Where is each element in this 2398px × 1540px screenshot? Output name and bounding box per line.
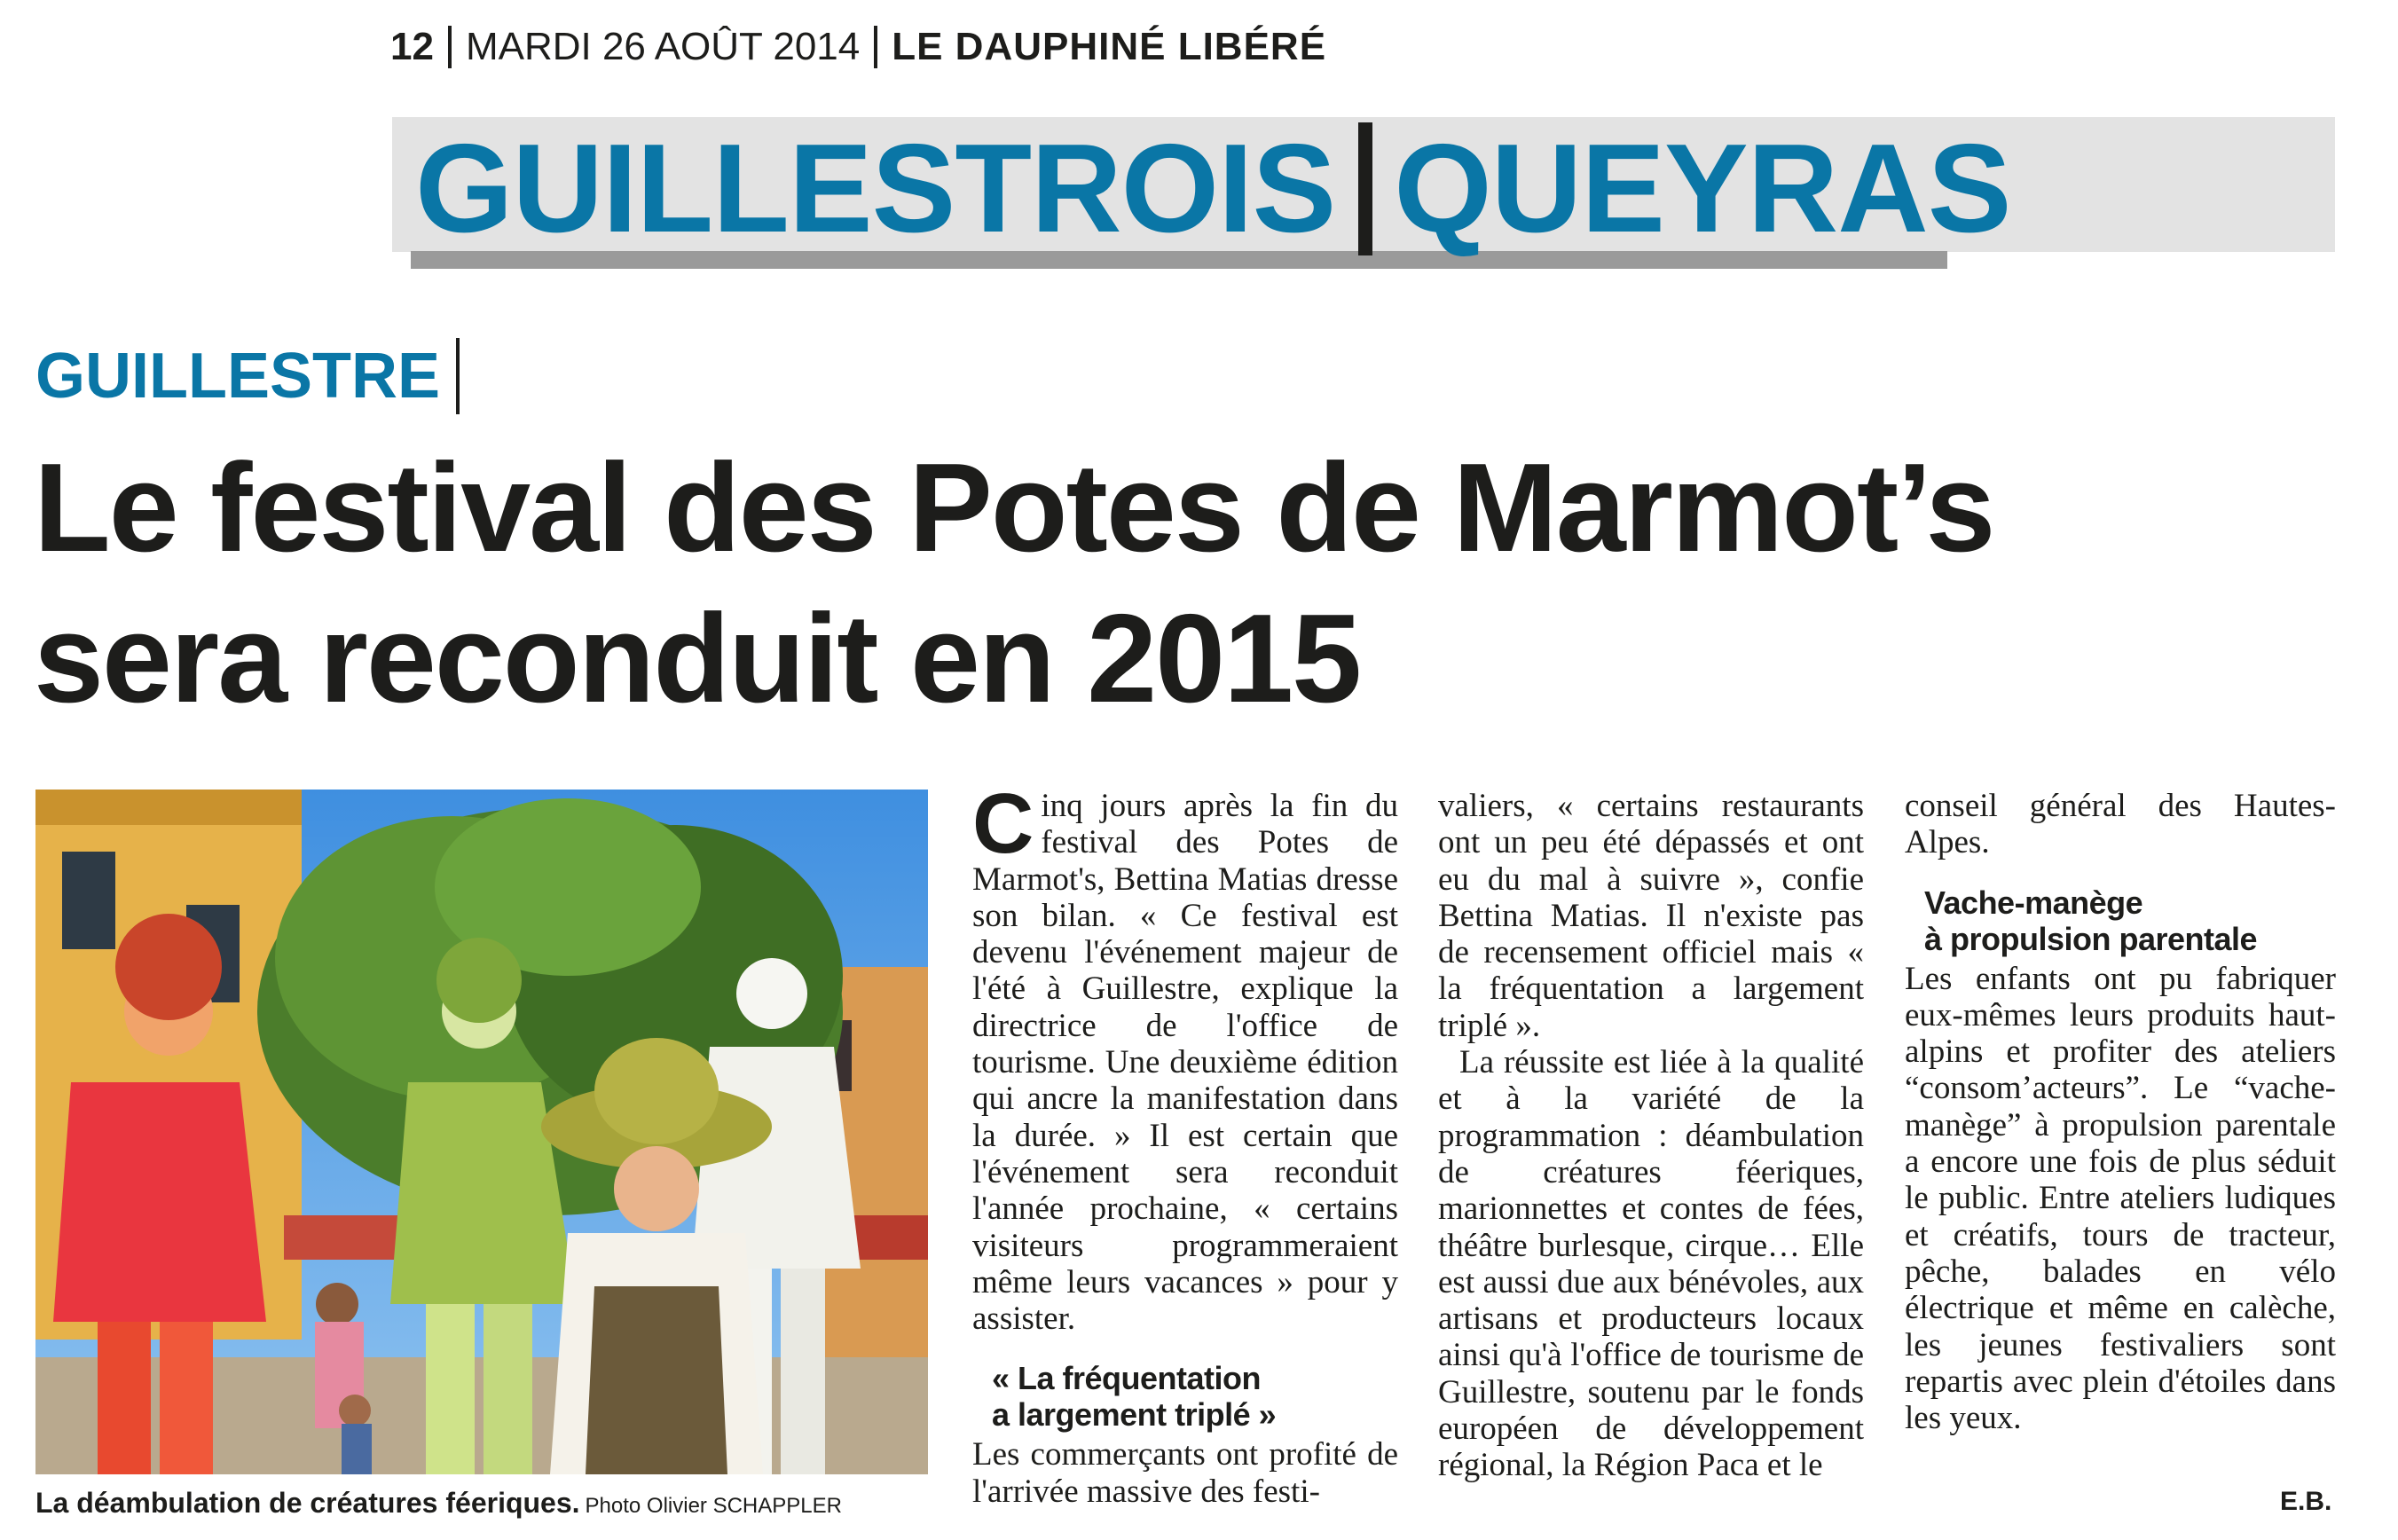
article-column-3 bbox=[1905, 788, 2336, 1436]
section-title-divider bbox=[1358, 122, 1372, 255]
headline-line-1: Le festival des Potes de Marmot’s bbox=[34, 437, 1994, 578]
article-column-2 bbox=[1438, 788, 1864, 1484]
subheading-2-line-1: Vache-manège bbox=[1924, 884, 2143, 921]
paragraph-3-continued: conseil général des Hautes-Alpes. bbox=[1905, 788, 2336, 861]
paragraph-2-start: Les commerçants ont profité de l'arrivée massive des festi- bbox=[972, 1436, 1398, 1510]
paragraph-2-continued: valiers, « certains restaurants ont un peu été dépassés et ont eu du mal à suivre », confie Bettina Matias. Il n'existe pas de recensement officiel mais « la fréquentation a largement triplé ». bbox=[1438, 788, 1864, 1044]
folio-line bbox=[390, 20, 1326, 75]
subheading-vache-manege bbox=[1924, 884, 2336, 957]
photo-caption bbox=[35, 1487, 842, 1526]
drop-cap: C bbox=[972, 776, 1034, 871]
newspaper-name: LE DAUPHINÉ LIBÉRÉ bbox=[892, 25, 1327, 68]
rubric-label: GUILLESTRE bbox=[35, 341, 441, 412]
section-title-left: GUILLESTROIS bbox=[415, 118, 1336, 259]
paragraph-4: Les enfants ont pu fabriquer eux-mêmes leurs produits haut-alpins et profiter des ateliers “consom’acteurs”. Le “vache-manège” à propulsion parentale a encore une fois de plus séduit le public. Entre ateliers ludiques et créatifs, tours de tracteur, pêche, balades en vélo électrique et même en calèche, les jeunes festivaliers sont repartis avec plein d'étoiles dans les yeux. bbox=[1905, 960, 2336, 1437]
rubric-divider bbox=[456, 338, 460, 414]
section-title bbox=[415, 114, 2011, 264]
subheading-2-line-2: à propulsion parentale bbox=[1924, 920, 2258, 957]
section-title-right: QUEYRAS bbox=[1394, 118, 2011, 259]
issue-date: MARDI 26 AOÛT 2014 bbox=[465, 25, 861, 68]
paragraph-1-text: inq jours après la fin du festival des Potes de Marmot's, Bettina Matias dresse son bilan. « Ce festival est devenu l'événement majeur de l'été à Guillestre, explique la directrice de l'office de tourisme. Une deuxième édition qui ancre la manifestation dans la durée. » Il est certain que l'événement sera reconduit l'année prochaine, « certains visiteurs programmeraient même leurs vacances » pour y assister. bbox=[972, 788, 1398, 1338]
article-column-1 bbox=[972, 776, 1398, 1510]
article-photo bbox=[35, 790, 928, 1474]
paragraph-3: La réussite est liée à la qualité et à la variété de la programmation : déambulation de créatures féeriques, marionnettes et contes de fées, théâtre burlesque, cirque… Elle est aussi due aux bénévoles, aux artisans et producteurs locaux ainsi qu'à l'office de tourisme de Guillestre, soutenu par le fonds européen de développement régional, la Région Paca et le bbox=[1438, 1044, 1864, 1484]
caption-text: La déambulation de créatures féeriques. bbox=[35, 1487, 580, 1519]
folio-divider bbox=[874, 26, 877, 68]
subheading-1-line-1: « La fréquentation bbox=[992, 1360, 1262, 1397]
article-headline bbox=[34, 433, 2074, 735]
paragraph-intro bbox=[972, 776, 1398, 1338]
headline-line-2: sera reconduit en 2015 bbox=[34, 588, 1361, 729]
folio-divider bbox=[448, 26, 452, 68]
photo-credit: Photo Olivier SCHAPPLER bbox=[585, 1494, 842, 1518]
author-signature: E.B. bbox=[2280, 1487, 2332, 1516]
page-number: 12 bbox=[390, 25, 434, 68]
article-rubric bbox=[35, 332, 460, 420]
subheading-1-line-2: a largement triplé » bbox=[992, 1396, 1277, 1434]
subheading-frequentation bbox=[992, 1360, 1398, 1433]
